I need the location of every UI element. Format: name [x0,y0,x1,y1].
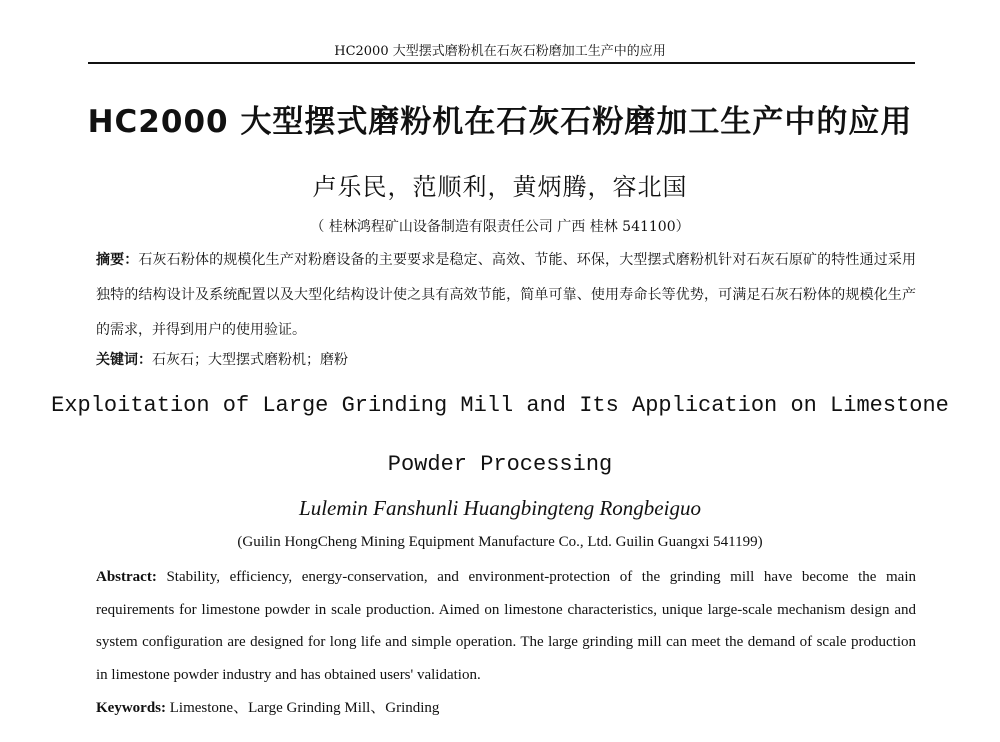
authors-en: Lulemin Fanshunli Huangbingteng Rongbeiguo [299,496,701,520]
keywords-cn-text: 石灰石；大型摆式磨粉机；磨粉 [152,352,348,368]
header-rule [88,62,915,64]
running-header: HC2000 大型摆式磨粉机在石灰石粉磨加工生产中的应用 [334,44,666,59]
affiliation-cn: （ 桂林鸿程矿山设备制造有限责任公司 广西 桂林 541100） [310,219,690,235]
keywords-cn-label: 关键词： [96,352,152,368]
keywords-en [96,694,916,722]
authors-cn: 卢乐民，范顺利，黄炳腾，容北国 [312,173,688,201]
affiliation-en: (Guilin HongCheng Mining Equipment Manufacture Co., Ltd. Guilin Guangxi 541199) [237,534,763,550]
abstract-en-label: Abstract: [96,569,157,585]
abstract-cn [96,243,916,348]
paper-title-en-line2: Powder Processing [387,452,613,477]
paper-title-en-line1: Exploitation of Large Grinding Mill and Its Application on Limestone [51,393,949,418]
paper-title-cn: HC2000 大型摆式磨粉机在石灰石粉磨加工生产中的应用 [87,104,913,140]
keywords-en-label: Keywords: [96,700,166,716]
abstract-cn-text: 石灰石粉体的规模化生产对粉磨设备的主要要求是稳定、高效、节能、环保，大型摆式磨粉机针对石灰石原矿的特性通过采用独特的结构设计及系统配置以及大型化结构设计使之具有高效节能，简单可靠、使用寿命长等优势，可满足石灰石粉体的规模化生产的需求，并得到用户的使用验证。 [96,252,916,338]
abstract-cn-label: 摘要： [96,252,139,268]
abstract-en-text: Stability, efficiency, energy-conservation, and environment-protection of the grinding mill have become the main requirements for limestone powder in scale production. Aimed on limestone characteristics, unique large-scale mechanism design and system configuration are designed for long life and simple operation. The large grinding mill can meet the demand of scale production in limestone powder industry and has obtained users' validation. [96,569,917,683]
keywords-cn [96,343,916,378]
abstract-en [96,561,916,691]
keywords-en-text: Limestone、Large Grinding Mill、Grinding [169,700,440,716]
